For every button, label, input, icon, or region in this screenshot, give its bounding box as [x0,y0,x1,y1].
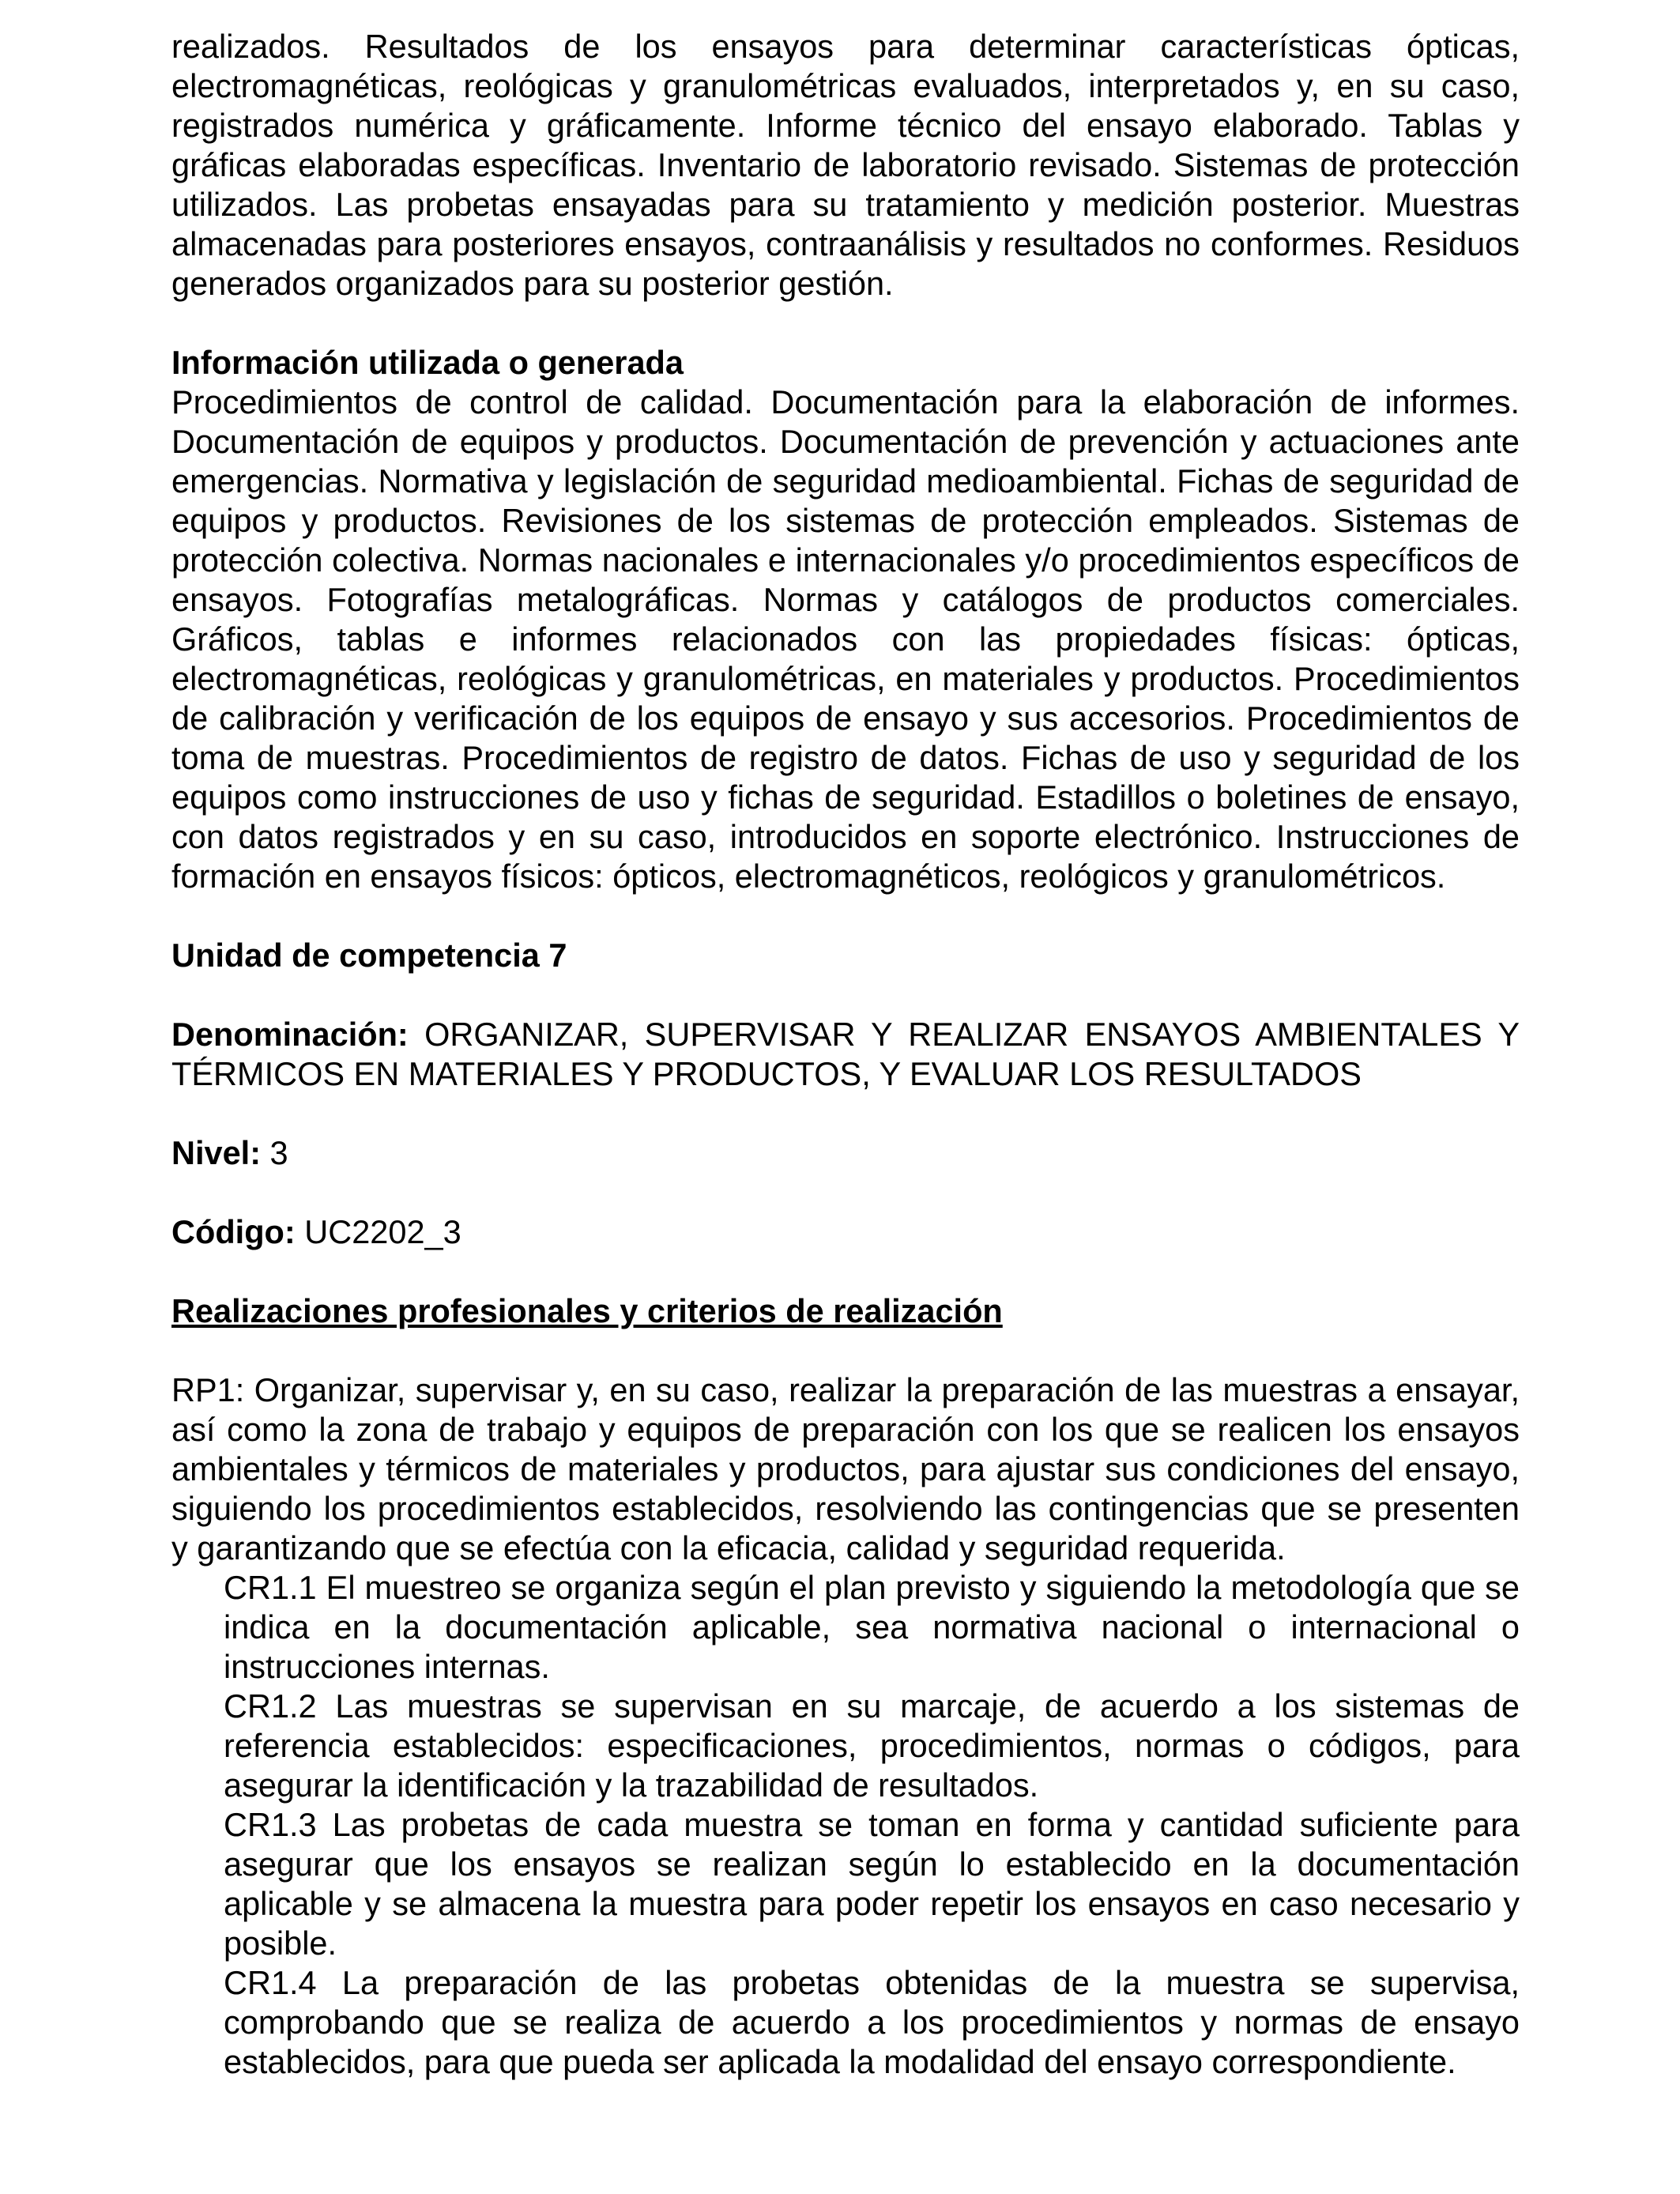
spacer [171,303,1520,343]
spacer [171,1173,1520,1212]
criterion-cr1-4: CR1.4 La preparación de las probetas obtenidas de la muestra se supervisa, comprobando que se realiza de acuerdo a los procedimientos y normas de ensayo establecidos, para que pueda ser aplicada la modalidad del ensayo correspondiente. [224,1964,1520,2080]
spacer [171,975,1520,1015]
info-heading: Información utilizada o generada [171,344,684,381]
nivel-value: 3 [261,1134,288,1171]
nivel-line [171,1133,1520,1173]
unit-heading: Unidad de competencia 7 [171,937,567,974]
realizaciones-heading: Realizaciones profesionales y criterios de realización [171,1292,1003,1329]
criterion-cr1-2: CR1.2 Las muestras se supervisan en su marcaje, de acuerdo a los sistemas de referencia establecidos: especificaciones, procedimientos, normas o códigos, para asegurar la identificación y la trazabilidad de resultados. [224,1687,1520,1804]
intro-paragraph: realizados. Resultados de los ensayos para determinar características ópticas, electromagnéticas, reológicas y granulométricas evaluados, interpretados y, en su caso, registrados numérica y gráficamente. Informe técnico del ensayo elaborado. Tablas y gráficas elaboradas específicas. Inventario de laboratorio revisado. Sistemas de protección utilizados. Las probetas ensayadas para su tratamiento y medición posterior. Muestras almacenadas para posteriores ensayos, contraanálisis y resultados no conformes. Residuos generados organizados para su posterior gestión. [171,28,1520,302]
info-paragraph: Procedimientos de control de calidad. Documentación para la elaboración de informes. Documentación de equipos y productos. Documentación de prevención y actuaciones ante emergencias. Normativa y legislación de seguridad medioambiental. Fichas de seguridad de equipos y productos. Revisiones de los sistemas de protección empleados. Sistemas de protección colectiva. Normas nacionales e internacionales y/o procedimientos específicos de ensayos. Fotografías metalográficas. Normas y catálogos de productos comerciales. Gráficos, tablas e informes relacionados con las propiedades físicas: ópticas, electromagnéticas, reológicas y granulométricas, en materiales y productos. Procedimientos de calibración y verificación de los equipos de ensayo y sus accesorios. Procedimientos de toma de muestras. Procedimientos de registro de datos. Fichas de uso y seguridad de los equipos como instrucciones de uso y fichas de seguridad. Estadillos o boletines de ensayo, con datos registrados y en su caso, introducidos en soporte electrónico. Instrucciones de formación en ensayos físicos: ópticos, electromagnéticos, reológicos y granulométricos. [171,383,1520,895]
rp1-paragraph: RP1: Organizar, supervisar y, en su caso, realizar la preparación de las muestras a ensayar, así como la zona de trabajo y equipos de preparación con los que se realicen los ensayos ambientales y térmicos de materiales y productos, para ajustar sus condiciones del ensayo, siguiendo los procedimientos establecidos, resolviendo las contingencias que se presenten y garantizando que se efectúa con la eficacia, calidad y seguridad requerida. [171,1371,1520,1566]
denominacion-label: Denominación: [171,1016,409,1053]
criterion-cr1-3: CR1.3 Las probetas de cada muestra se toman en forma y cantidad suficiente para asegurar que los ensayos se realizan según lo establecido en la documentación aplicable y se almacena la muestra para poder repetir los ensayos en caso necesario y posible. [224,1806,1520,1962]
denominacion-line [171,1015,1520,1094]
codigo-line [171,1212,1520,1252]
criterion-cr1-1: CR1.1 El muestreo se organiza según el plan previsto y siguiendo la metodología que se indica en la documentación aplicable, sea normativa nacional o internacional o instrucciones internas. [224,1569,1520,1685]
codigo-label: Código: [171,1213,296,1250]
spacer [171,1331,1520,1370]
nivel-label: Nivel: [171,1134,262,1171]
spacer [171,1094,1520,1133]
codigo-value: UC2202_3 [295,1213,461,1250]
document-page [171,27,1520,2082]
spacer [171,896,1520,936]
spacer [171,1252,1520,1291]
denominacion-value: ORGANIZAR, SUPERVISAR Y REALIZAR ENSAYOS AMBIENTALES Y TÉRMICOS EN MATERIALES Y PRODUCTOS, Y EVALUAR LOS RESULTADOS [171,1016,1520,1092]
